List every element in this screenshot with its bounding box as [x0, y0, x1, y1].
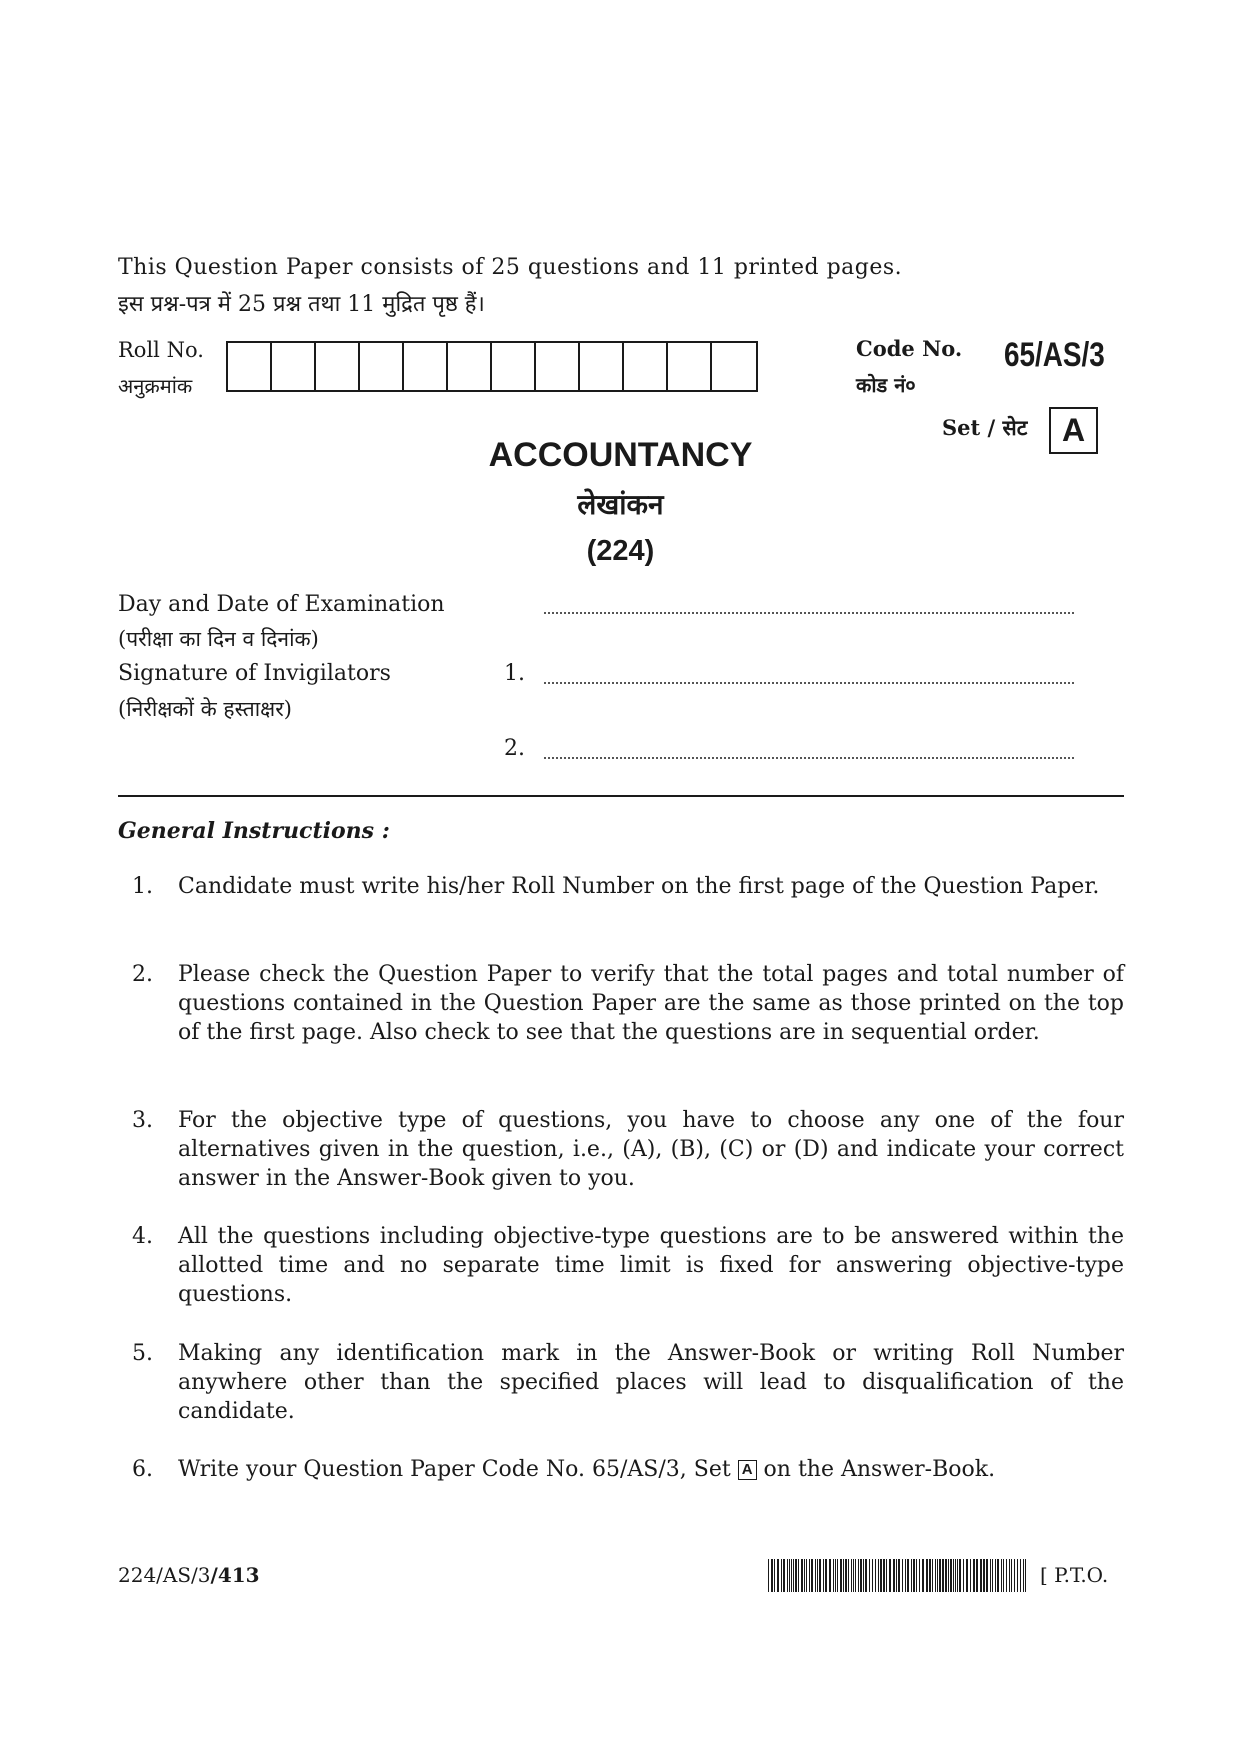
- instruction-number: 5.: [132, 1341, 153, 1366]
- set-label: Set / सेट: [942, 415, 1028, 440]
- instructions-heading: General Instructions :: [118, 818, 390, 844]
- instruction-text-before: Write your Question Paper Code No. 65/AS/3, Set: [178, 1457, 731, 1482]
- instruction-number: 3.: [132, 1108, 153, 1133]
- roll-number-box[interactable]: [448, 343, 492, 390]
- instruction-text: For the objective type of questions, you have to choose any one of the four alternatives given in the question, i.e., (A), (B), (C) or (D) and indicate your correct answer in the Answer-Book given to you.: [178, 1108, 1124, 1191]
- roll-number-box[interactable]: [712, 343, 756, 390]
- instruction-text-after: on the Answer-Book.: [763, 1457, 996, 1482]
- set-value-box: A: [1049, 407, 1098, 454]
- exam-date-line[interactable]: [544, 612, 1074, 614]
- invigilator-signature-label: Signature of Invigilators: [118, 661, 391, 686]
- instruction-text: Making any identification mark in the Answer-Book or writing Roll Number anywhere other than the specified places will lead to disqualification of the candidate.: [178, 1341, 1124, 1424]
- roll-number-label: Roll No.: [118, 338, 204, 362]
- roll-number-box[interactable]: [668, 343, 712, 390]
- roll-number-box[interactable]: [624, 343, 668, 390]
- set-box-inline: A: [738, 1460, 757, 1480]
- instruction-number: 4.: [132, 1224, 153, 1249]
- roll-number-box[interactable]: [580, 343, 624, 390]
- roll-number-box[interactable]: [404, 343, 448, 390]
- instruction-text: Candidate must write his/her Roll Number on the first page of the Question Paper.: [178, 874, 1100, 899]
- roll-number-box[interactable]: [536, 343, 580, 390]
- instruction-item: [132, 872, 1124, 901]
- subject-title: ACCOUNTANCY: [488, 436, 753, 474]
- instruction-number: 6.: [132, 1457, 153, 1482]
- roll-number-box[interactable]: [228, 343, 272, 390]
- instruction-text: Please check the Question Paper to verify that the total pages and total number of questions contained in the Question Paper are the same as those printed on the top of the first page. Also check to see that the questions are in sequential order.: [178, 962, 1124, 1045]
- exam-date-label-hi: (परीक्षा का दिन व दिनांक): [118, 627, 319, 651]
- barcode-icon: [768, 1559, 1028, 1592]
- instruction-item: [132, 1455, 1124, 1484]
- instruction-item: [132, 1339, 1124, 1426]
- code-number-label-hi: कोड नं०: [856, 373, 916, 397]
- instruction-number: 2.: [132, 962, 153, 987]
- roll-number-boxes[interactable]: [226, 341, 758, 392]
- section-divider: [118, 795, 1124, 797]
- instruction-item: [132, 960, 1124, 1047]
- signature-number-2: 2.: [504, 736, 525, 761]
- subject-title-hi: लेखांकन: [577, 488, 664, 521]
- instruction-text: [178, 1455, 1124, 1484]
- signature-line-1[interactable]: [544, 682, 1074, 684]
- exam-date-label: Day and Date of Examination: [118, 592, 445, 617]
- code-number-value: 65/AS/3: [1004, 336, 1105, 374]
- footer-code-suffix: /413: [210, 1563, 260, 1587]
- roll-number-box[interactable]: [360, 343, 404, 390]
- subject-code: (224): [586, 535, 655, 567]
- roll-number-box[interactable]: [272, 343, 316, 390]
- roll-number-box[interactable]: [316, 343, 360, 390]
- invigilator-signature-label-hi: (निरीक्षकों के हस्ताक्षर): [118, 697, 292, 721]
- signature-line-2[interactable]: [544, 757, 1074, 759]
- instruction-item: [132, 1222, 1124, 1309]
- signature-number-1: 1.: [504, 661, 525, 686]
- instruction-number: 1.: [132, 874, 153, 899]
- instruction-text: All the questions including objective-type questions are to be answered within the allotted time and no separate time limit is fixed for answering objective-type questions.: [178, 1224, 1124, 1307]
- instruction-item: [132, 1106, 1124, 1193]
- pto-marker: [ P.T.O.: [1040, 1563, 1109, 1587]
- footer-code-prefix: 224/AS/3: [118, 1563, 211, 1587]
- code-number-label: Code No.: [856, 336, 963, 361]
- footer-paper-code: [118, 1563, 260, 1587]
- page-count-note-hi: इस प्रश्न-पत्र में 25 प्रश्न तथा 11 मुद्रित पृष्ठ हैं।: [118, 292, 485, 317]
- roll-number-box[interactable]: [492, 343, 536, 390]
- page-count-note-en: This Question Paper consists of 25 questions and 11 printed pages.: [118, 255, 903, 280]
- roll-number-label-hi: अनुक्रमांक: [118, 374, 193, 398]
